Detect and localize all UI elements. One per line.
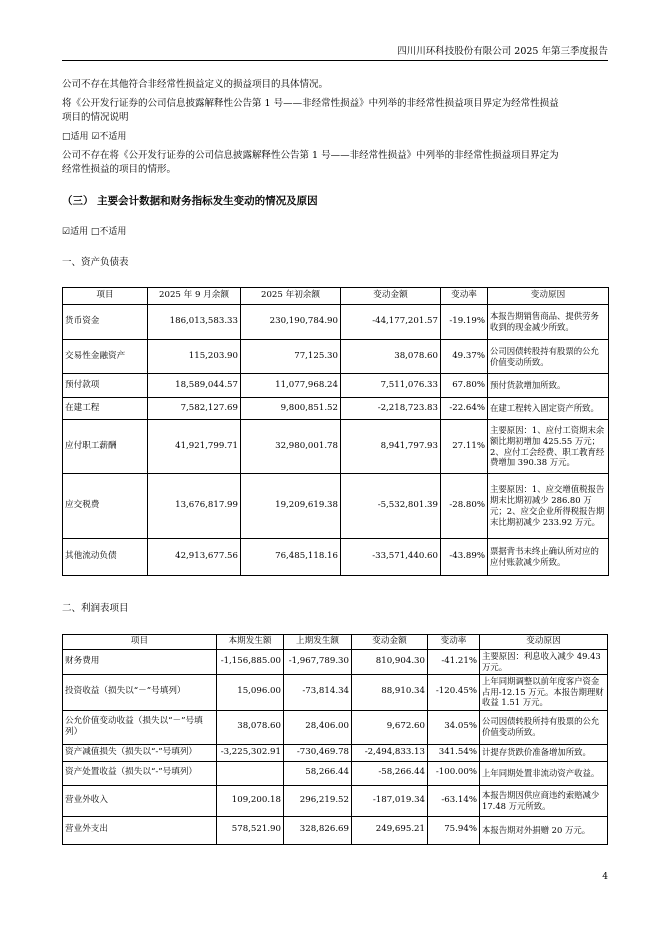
cell-reason: 票据背书未终止确认所对应的应付账款减少所致。 (488, 539, 609, 576)
cell-value: -1,967,789.30 (284, 650, 352, 675)
cell-value: 230,190,784.90 (241, 305, 341, 340)
cell-value: 28,406.00 (284, 710, 352, 744)
table-row (63, 305, 609, 340)
col-header: 2025 年初余额 (241, 288, 341, 305)
cell-value: 49.37% (441, 340, 488, 374)
row-label: 货币资金 (63, 305, 148, 340)
cell-value: 9,800,851.52 (241, 398, 341, 420)
cell-reason: 主要原因：利息收入减少 49.43 万元。 (480, 650, 608, 675)
cell-reason: 公司因债转股持有股票的公允价值变动所致。 (488, 340, 609, 374)
cell-value: -41.21% (428, 650, 480, 675)
cell-reason: 本报告期销售商品、提供劳务收到的现金减少所致。 (488, 305, 609, 340)
cell-value: 8,941,797.93 (341, 420, 441, 474)
cell-value: -28.80% (441, 474, 488, 539)
table-row (63, 744, 608, 761)
cell-value: -44,177,201.57 (341, 305, 441, 340)
cell-value: 18,589,044.57 (148, 374, 241, 398)
cell-value: 186,013,583.33 (148, 305, 241, 340)
cell-value: 109,200.18 (217, 785, 284, 816)
cell-value: -730,469.78 (284, 744, 352, 761)
col-header: 项目 (63, 635, 217, 650)
cell-value: -3,225,302.91 (217, 744, 284, 761)
cell-reason: 主要原因：1、应付工资期末余额比期初增加 425.55 万元；2、应付工会经费、职工教育经费增加 390.38 万元。 (488, 420, 609, 474)
intro-line-4: 公司不存在将《公开发行证券的公司信息披露解释性公告第 1 号——非经常性损益》中列举的非经常性损益项目界定为 (62, 150, 559, 161)
cell-value: 296,219.52 (284, 785, 352, 816)
cell-value: 115,203.90 (148, 340, 241, 374)
cell-value: 32,980,001.78 (241, 420, 341, 474)
cell-reason: 计提存货跌价准备增加所致。 (480, 744, 608, 761)
cell-value: 9,672.60 (352, 710, 428, 744)
cell-value: -2,218,723.83 (341, 398, 441, 420)
col-header: 变动率 (428, 635, 480, 650)
cell-value: 11,077,968.24 (241, 374, 341, 398)
row-label: 公允价值变动收益（损失以“－”号填列） (63, 710, 217, 744)
col-header: 变动率 (441, 288, 488, 305)
cell-value: -43.89% (441, 539, 488, 576)
row-label: 应交税费 (63, 474, 148, 539)
col-header: 上期发生额 (284, 635, 352, 650)
row-label: 交易性金融资产 (63, 340, 148, 374)
cell-value: -100.00% (428, 761, 480, 785)
table-row (63, 539, 609, 576)
cell-reason: 在建工程转入固定资产所致。 (488, 398, 609, 420)
row-label: 应付职工薪酬 (63, 420, 148, 474)
cell-value: -187,019.34 (352, 785, 428, 816)
col-header: 变动原因 (488, 288, 609, 305)
intro-line-5: 经常性损益的项目的情形。 (62, 164, 177, 175)
cell-value: -58,266.44 (352, 761, 428, 785)
page-number: 4 (602, 872, 608, 882)
cell-value (217, 761, 284, 785)
cell-value: 810,904.30 (352, 650, 428, 675)
income-statement-title: 二、利润表项目 (62, 603, 129, 614)
cell-value: -120.45% (428, 674, 480, 710)
cell-value: 58,266.44 (284, 761, 352, 785)
table-row (63, 474, 609, 539)
cell-value: -33,571,440.60 (341, 539, 441, 576)
row-label: 其他流动负债 (63, 539, 148, 576)
cell-reason: 预付货款增加所致。 (488, 374, 609, 398)
table-header-row (63, 288, 609, 305)
table-row (63, 374, 609, 398)
row-label: 资产减值损失（损失以“-”号填列） (63, 744, 217, 761)
col-header: 本期发生额 (217, 635, 284, 650)
cell-value: -5,532,801.39 (341, 474, 441, 539)
cell-value: -2,494,833.13 (352, 744, 428, 761)
table-row (63, 674, 608, 710)
cell-value: 38,078.60 (217, 710, 284, 744)
cell-value: 341.54% (428, 744, 480, 761)
cell-reason: 公司因债转股所持有股票的公允价值变动所致。 (480, 710, 608, 744)
cell-value: 7,511,076.33 (341, 374, 441, 398)
col-header: 变动金额 (341, 288, 441, 305)
row-label: 在建工程 (63, 398, 148, 420)
cell-value: 75.94% (428, 816, 480, 844)
cell-reason: 上年同期处置非流动资产收益。 (480, 761, 608, 785)
cell-value: -63.14% (428, 785, 480, 816)
cell-value: 67.80% (441, 374, 488, 398)
cell-value: 328,826.69 (284, 816, 352, 844)
col-header: 变动原因 (480, 635, 608, 650)
row-label: 资产处置收益（损失以“-”号填列） (63, 761, 217, 785)
cell-value: 76,485,118.16 (241, 539, 341, 576)
header-title: 四川川环科技股份有限公司 2025 年第三季度报告 (397, 46, 608, 57)
table-row (63, 420, 609, 474)
table-row (63, 340, 609, 374)
cell-value: -1,156,885.00 (217, 650, 284, 675)
cell-value: 77,125.30 (241, 340, 341, 374)
cell-value: 42,913,677.56 (148, 539, 241, 576)
intro-line-2: 将《公开发行证券的公司信息披露解释性公告第 1 号——非经常性损益》中列举的非经常性损益项目界定为经常性损益 (62, 98, 559, 109)
cell-value: -19.19% (441, 305, 488, 340)
table-row (63, 398, 609, 420)
cell-value: 249,695.21 (352, 816, 428, 844)
col-header: 变动金额 (352, 635, 428, 650)
table-row (63, 785, 608, 816)
table-row (63, 710, 608, 744)
row-label: 营业外支出 (63, 816, 217, 844)
cell-value: 19,209,619.38 (241, 474, 341, 539)
balance-sheet-title: 一、资产负债表 (62, 257, 129, 268)
balance-sheet-table (62, 287, 609, 576)
row-label: 财务费用 (63, 650, 217, 675)
table-header-row (63, 635, 608, 650)
cell-value: 88,910.34 (352, 674, 428, 710)
col-header: 项目 (63, 288, 148, 305)
cell-reason: 本报告期对外捐赠 20 万元。 (480, 816, 608, 844)
cell-value: 38,078.60 (341, 340, 441, 374)
table-row (63, 761, 608, 785)
cell-value: 34.05% (428, 710, 480, 744)
cell-reason: 主要原因：1、应交增值税报告期末比期初减少 286.80 万元；2、应交企业所得税报告期末比期初减少 233.92 万元。 (488, 474, 609, 539)
cell-value: 27.11% (441, 420, 488, 474)
cell-reason: 本报告期因供应商违约索赔减少 17.48 万元所致。 (480, 785, 608, 816)
col-header: 2025 年 9 月余额 (148, 288, 241, 305)
cell-value: -73,814.34 (284, 674, 352, 710)
page-header (62, 46, 608, 61)
cell-value: 578,521.90 (217, 816, 284, 844)
cell-value: 13,676,817.99 (148, 474, 241, 539)
row-label: 营业外收入 (63, 785, 217, 816)
cell-reason: 上年同期调整以前年度客户资金占用-12.15 万元。本报告期理财收益 1.51 万元。 (480, 674, 608, 710)
cell-value: 41,921,799.71 (148, 420, 241, 474)
section-heading: （三） 主要会计数据和财务指标发生变动的情况及原因 (62, 195, 318, 207)
row-label: 投资收益（损失以“－”号填列） (63, 674, 217, 710)
applicability-check-2: ☑适用 □不适用 (62, 227, 127, 237)
table-row (63, 816, 608, 844)
income-statement-table (62, 634, 608, 845)
table-row (63, 650, 608, 675)
cell-value: 15,096.00 (217, 674, 284, 710)
intro-line-1: 公司不存在其他符合非经常性损益定义的损益项目的具体情况。 (62, 79, 329, 90)
cell-value: -22.64% (441, 398, 488, 420)
row-label: 预付款项 (63, 374, 148, 398)
cell-value: 7,582,127.69 (148, 398, 241, 420)
intro-line-3: 项目的情况说明 (62, 112, 129, 123)
applicability-check-1: □适用 ☑不适用 (62, 132, 127, 142)
